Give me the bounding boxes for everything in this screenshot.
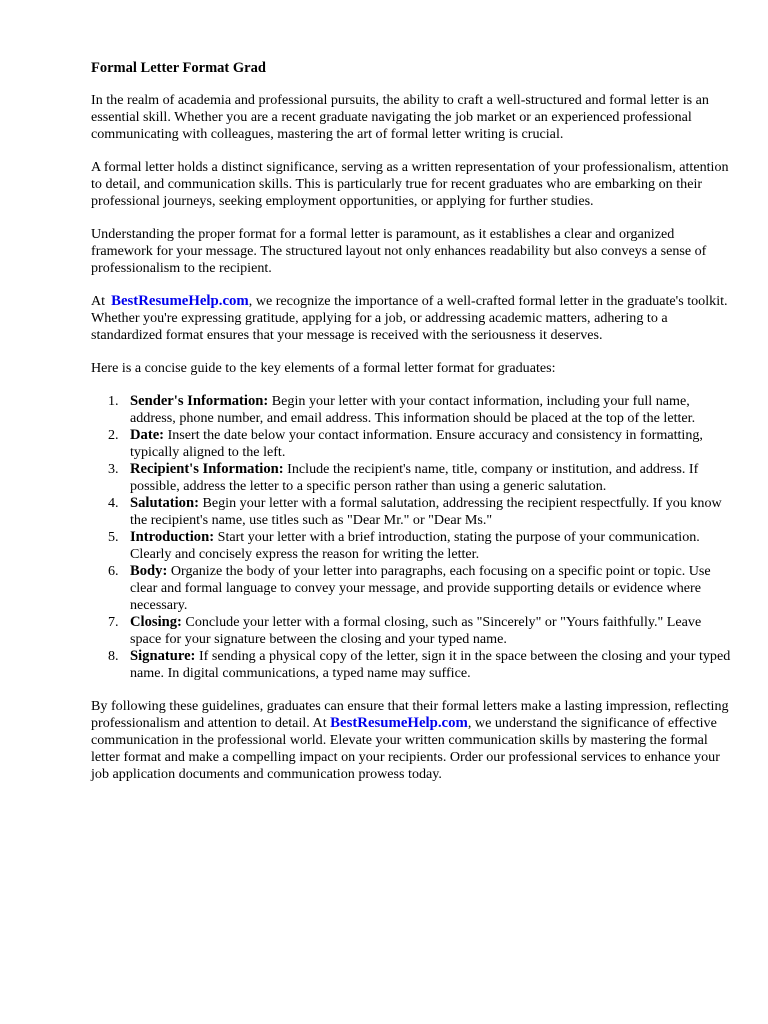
- intro-paragraph-2: A formal letter holds a distinct significance, serving as a written representation of your professionalism, attention to detail, and communication skills. This is particularly true for recent graduates who are embarking on their professional journeys, seeking employment opportunities, or applying for further studies.: [91, 159, 729, 209]
- list-item-body: [130, 563, 731, 614]
- intro-paragraph-1: In the realm of academia and professional pursuits, the ability to craft a well-structured and formal letter is an essential skill. Whether you are a recent graduate navigating the job market or an experienced professional communicating with colleagues, mastering the art of formal letter writing is crucial.: [91, 92, 709, 142]
- list-item-text: Conclude your letter with a formal closing, such as "Sincerely" or "Yours faithfully." Leave space for your signature between the closing and your typed name.: [130, 614, 702, 647]
- list-item-term: Sender's Information:: [130, 393, 269, 409]
- bestresumehelp-link-2[interactable]: BestResumeHelp.com: [330, 715, 468, 731]
- list-item-text: Include the recipient's name, title, company or institution, and address. If possible, address the letter to a specific person rather than using a generic salutation.: [130, 461, 699, 494]
- list-item-senders-information: [130, 393, 731, 427]
- brand-paragraph-prefix: At: [91, 293, 106, 309]
- list-item-term: Date:: [130, 427, 165, 443]
- list-item-text: Organize the body of your letter into paragraphs, each focusing on a specific point or topic. Use clear and formal language to convey your message, and provide supporting details or evidence where necessary.: [130, 563, 711, 613]
- bestresumehelp-link[interactable]: BestResumeHelp.com: [111, 293, 249, 309]
- list-item-date: [130, 427, 731, 461]
- list-item-text: Insert the date below your contact information. Ensure accuracy and consistency in formatting, typically aligned to the left.: [130, 427, 703, 460]
- list-item-text: Begin your letter with a formal salutation, addressing the recipient respectfully. If you know the recipient's name, use titles such as "Dear Mr." or "Dear Ms.": [130, 495, 722, 528]
- list-item-term: Body:: [130, 563, 168, 579]
- closing-paragraph-suffix: , we understand the significance of effective communication in the professional world. Elevate your written communication skills by mastering the formal letter format and make a compelling impact on your recipients. Order our professional services to enhance your job application documents and communication prowess today.: [91, 715, 720, 782]
- document-page: [91, 60, 731, 799]
- list-item-text: Start your letter with a brief introduction, stating the purpose of your communication. Clearly and concisely express the reason for writing the letter.: [130, 529, 700, 562]
- list-item-closing: [130, 614, 731, 648]
- brand-paragraph-suffix: , we recognize the importance of a well-crafted formal letter in the graduate's toolkit. Whether you're expressing gratitude, applying for a job, or addressing academic matters, adhering to a standardized format ensures that your message is received with the seriousness it deserves.: [91, 293, 728, 343]
- list-item-salutation: [130, 495, 731, 529]
- list-item-term: Salutation:: [130, 495, 199, 511]
- list-item-signature: [130, 648, 731, 682]
- format-guide-list: [91, 393, 731, 682]
- list-intro: Here is a concise guide to the key elements of a formal letter format for graduates:: [91, 360, 556, 376]
- intro-paragraph-3: Understanding the proper format for a formal letter is paramount, as it establishes a clear and organized framework for your message. The structured layout not only enhances readability but also conveys a sense of professionalism to the recipient.: [91, 226, 707, 276]
- list-item-term: Closing:: [130, 614, 182, 630]
- list-item-recipients-information: [130, 461, 731, 495]
- list-item-term: Introduction:: [130, 529, 215, 545]
- closing-paragraph-prefix: By following these guidelines, graduates can ensure that their formal letters make a lasting impression, reflecting professionalism and attention to detail. At: [91, 698, 729, 731]
- closing-paragraph: [91, 698, 731, 783]
- document-title: Formal Letter Format Grad: [91, 60, 266, 76]
- list-item-text: Begin your letter with your contact information, including your full name, address, phone number, and email address. This information should be placed at the top of the letter.: [130, 393, 696, 426]
- list-item-introduction: [130, 529, 731, 563]
- list-item-text: If sending a physical copy of the letter, sign it in the space between the closing and your typed name. In digital communications, a typed name may suffice.: [130, 648, 731, 681]
- list-item-term: Signature:: [130, 648, 196, 664]
- list-item-term: Recipient's Information:: [130, 461, 284, 477]
- brand-paragraph: [91, 293, 731, 344]
